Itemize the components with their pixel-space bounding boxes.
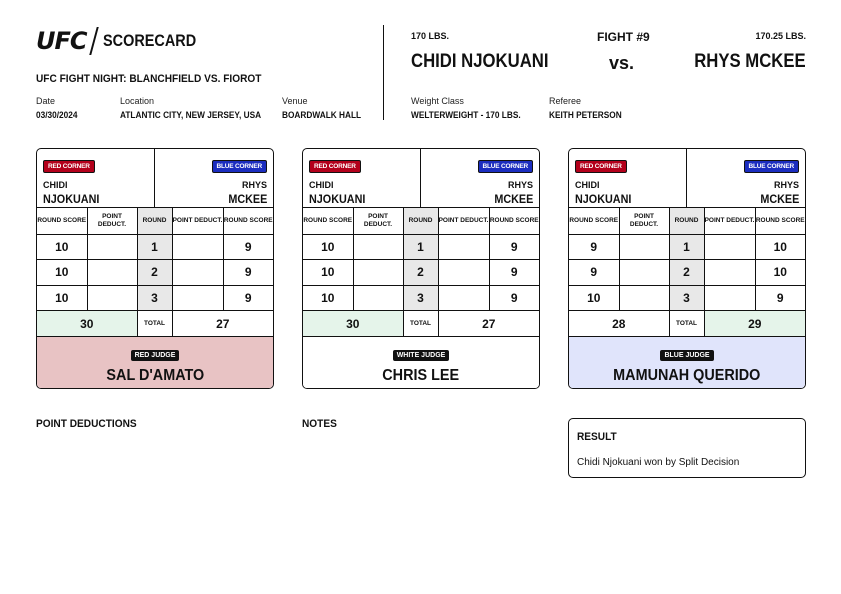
red-total: 28	[569, 311, 669, 337]
red-first-name: CHIDI	[575, 180, 600, 190]
blue-point-deduct	[172, 234, 223, 260]
red-corner-tag: RED CORNER	[575, 160, 627, 173]
blue-round-score-header: ROUND SCORE	[755, 208, 805, 234]
blue-round-score: 10	[755, 234, 805, 260]
table-row	[569, 285, 805, 311]
blue-total: 27	[438, 311, 539, 337]
table-row	[569, 260, 805, 286]
judge-name: SAL D'AMATO	[106, 367, 204, 384]
blue-round-score: 9	[223, 285, 273, 311]
round-number: 1	[669, 234, 704, 260]
round-header: ROUND	[137, 208, 172, 234]
red-round-score: 10	[303, 285, 353, 311]
blue-total: 27	[172, 311, 273, 337]
table-row	[37, 260, 273, 286]
red-round-score: 10	[569, 285, 619, 311]
venue-block	[282, 96, 368, 120]
red-round-score: 10	[37, 285, 87, 311]
referee-block	[549, 96, 628, 120]
corners-header	[569, 149, 805, 208]
blue-corner-tag: BLUE CORNER	[744, 160, 799, 173]
judge-name: CHRIS LEE	[382, 367, 460, 384]
blue-point-deduct	[172, 285, 223, 311]
logo-slash-divider	[89, 27, 99, 55]
red-round-score: 10	[37, 260, 87, 286]
result-heading: RESULT	[577, 431, 617, 443]
judge-name: MAMUNAH QUERIDO	[613, 367, 761, 384]
event-title: UFC FIGHT NIGHT: BLANCHFIELD VS. FIOROT	[36, 73, 262, 85]
header-divider	[383, 25, 384, 120]
date-block	[36, 96, 81, 120]
location-value: ATLANTIC CITY, NEW JERSEY, USA	[120, 110, 262, 120]
doc-title: SCORECARD	[102, 31, 196, 50]
red-last-name: NJOKUANI	[309, 192, 366, 206]
blue-round-score: 10	[755, 260, 805, 286]
blue-point-deduct-header: POINT DEDUCT.	[704, 208, 755, 234]
total-row	[303, 311, 539, 337]
score-table	[303, 208, 539, 337]
red-first-name: CHIDI	[309, 180, 334, 190]
score-table-header	[37, 208, 273, 234]
table-row	[37, 285, 273, 311]
blue-point-deduct	[704, 260, 755, 286]
weight-class-block	[411, 96, 530, 120]
judge-panel	[303, 337, 539, 388]
blue-first-name: RHYS	[507, 180, 533, 190]
red-point-deduct-header: POINT DEDUCT.	[353, 208, 403, 234]
location-label: Location	[120, 96, 155, 106]
result-text: Chidi Njokuani won by Split Decision	[577, 457, 740, 468]
weight-class-label: Weight Class	[411, 96, 464, 106]
round-number: 1	[403, 234, 438, 260]
fight-number: FIGHT #9	[597, 30, 650, 44]
red-point-deduct-header: POINT DEDUCT.	[87, 208, 137, 234]
venue-label: Venue	[282, 96, 308, 106]
red-round-score: 10	[303, 260, 353, 286]
red-corner-panel	[569, 149, 687, 207]
judge-tag: BLUE JUDGE	[660, 350, 713, 361]
blue-corner-panel	[155, 149, 273, 207]
blue-round-score: 9	[489, 260, 539, 286]
blue-last-name: MCKEE	[759, 192, 799, 206]
total-row	[37, 311, 273, 337]
red-fighter-weight: 170 LBS.	[411, 31, 450, 41]
referee-value: KEITH PETERSON	[549, 110, 622, 120]
round-number: 2	[669, 260, 704, 286]
table-row	[37, 234, 273, 260]
round-number: 3	[403, 285, 438, 311]
blue-point-deduct-header: POINT DEDUCT.	[438, 208, 489, 234]
red-point-deduct	[619, 260, 669, 286]
judge-scorecard-blue	[568, 148, 806, 389]
red-point-deduct-header: POINT DEDUCT.	[619, 208, 669, 234]
red-point-deduct	[87, 260, 137, 286]
red-round-score-header: ROUND SCORE	[37, 208, 87, 234]
blue-total: 29	[704, 311, 805, 337]
blue-last-name: MCKEE	[227, 192, 267, 206]
red-point-deduct	[353, 234, 403, 260]
round-number: 2	[403, 260, 438, 286]
date-label: Date	[36, 96, 56, 106]
location-block	[120, 96, 273, 120]
date-value: 03/30/2024	[36, 110, 78, 120]
blue-round-score-header: ROUND SCORE	[223, 208, 273, 234]
weight-class-value: WELTERWEIGHT - 170 LBS.	[411, 110, 521, 120]
blue-point-deduct	[438, 285, 489, 311]
vs-label: vs.	[609, 53, 635, 73]
red-fighter-name: CHIDI NJOKUANI	[411, 51, 549, 72]
round-number: 3	[669, 285, 704, 311]
blue-first-name: RHYS	[773, 180, 799, 190]
blue-point-deduct	[438, 260, 489, 286]
venue-value: BOARDWALK HALL	[282, 110, 362, 120]
score-table-header	[569, 208, 805, 234]
judge-panel	[37, 337, 273, 388]
red-point-deduct	[87, 234, 137, 260]
red-point-deduct	[87, 285, 137, 311]
blue-first-name: RHYS	[241, 180, 267, 190]
blue-fighter-name: RHYS MCKEE	[694, 51, 806, 72]
result-box	[568, 418, 806, 478]
blue-last-name: MCKEE	[493, 192, 533, 206]
red-corner-tag: RED CORNER	[43, 160, 95, 173]
table-row	[569, 234, 805, 260]
blue-corner-tag: BLUE CORNER	[212, 160, 267, 173]
red-last-name: NJOKUANI	[575, 192, 632, 206]
corners-header	[37, 149, 273, 208]
red-corner-tag: RED CORNER	[309, 160, 361, 173]
total-label: TOTAL	[137, 311, 172, 337]
blue-round-score: 9	[223, 260, 273, 286]
red-round-score: 9	[569, 234, 619, 260]
blue-point-deduct-header: POINT DEDUCT.	[172, 208, 223, 234]
point-deductions-heading: POINT DEDUCTIONS	[36, 418, 137, 430]
total-label: TOTAL	[669, 311, 704, 337]
score-table	[37, 208, 273, 337]
red-point-deduct	[619, 234, 669, 260]
blue-corner-panel	[687, 149, 805, 207]
ufc-logo	[36, 28, 212, 54]
red-last-name: NJOKUANI	[43, 192, 100, 206]
ufc-logo-text: UFC	[36, 27, 87, 55]
red-corner-panel	[37, 149, 155, 207]
blue-round-score-header: ROUND SCORE	[489, 208, 539, 234]
red-first-name: CHIDI	[43, 180, 68, 190]
round-number: 2	[137, 260, 172, 286]
blue-point-deduct	[704, 285, 755, 311]
blue-point-deduct	[438, 234, 489, 260]
round-number: 1	[137, 234, 172, 260]
judge-scorecard-white	[302, 148, 540, 389]
score-table	[569, 208, 805, 337]
blue-round-score: 9	[755, 285, 805, 311]
red-point-deduct	[353, 260, 403, 286]
blue-point-deduct	[704, 234, 755, 260]
table-row	[303, 234, 539, 260]
total-row	[569, 311, 805, 337]
notes-heading: NOTES	[302, 418, 337, 430]
red-round-score: 10	[303, 234, 353, 260]
red-point-deduct	[353, 285, 403, 311]
referee-label: Referee	[549, 96, 582, 106]
corners-header	[303, 149, 539, 208]
blue-round-score: 9	[489, 234, 539, 260]
red-round-score-header: ROUND SCORE	[569, 208, 619, 234]
blue-round-score: 9	[489, 285, 539, 311]
blue-round-score: 9	[223, 234, 273, 260]
red-round-score-header: ROUND SCORE	[303, 208, 353, 234]
red-total: 30	[37, 311, 137, 337]
blue-corner-tag: BLUE CORNER	[478, 160, 533, 173]
round-number: 3	[137, 285, 172, 311]
red-corner-panel	[303, 149, 421, 207]
score-table-header	[303, 208, 539, 234]
blue-point-deduct	[172, 260, 223, 286]
total-label: TOTAL	[403, 311, 438, 337]
blue-corner-panel	[421, 149, 539, 207]
round-header: ROUND	[669, 208, 704, 234]
round-header: ROUND	[403, 208, 438, 234]
red-total: 30	[303, 311, 403, 337]
red-round-score: 9	[569, 260, 619, 286]
red-round-score: 10	[37, 234, 87, 260]
red-point-deduct	[619, 285, 669, 311]
judge-tag: WHITE JUDGE	[393, 350, 450, 361]
judge-panel	[569, 337, 805, 388]
blue-fighter-weight: 170.25 LBS.	[755, 31, 806, 41]
judge-scorecard-red	[36, 148, 274, 389]
table-row	[303, 260, 539, 286]
table-row	[303, 285, 539, 311]
judge-tag: RED JUDGE	[131, 350, 180, 361]
